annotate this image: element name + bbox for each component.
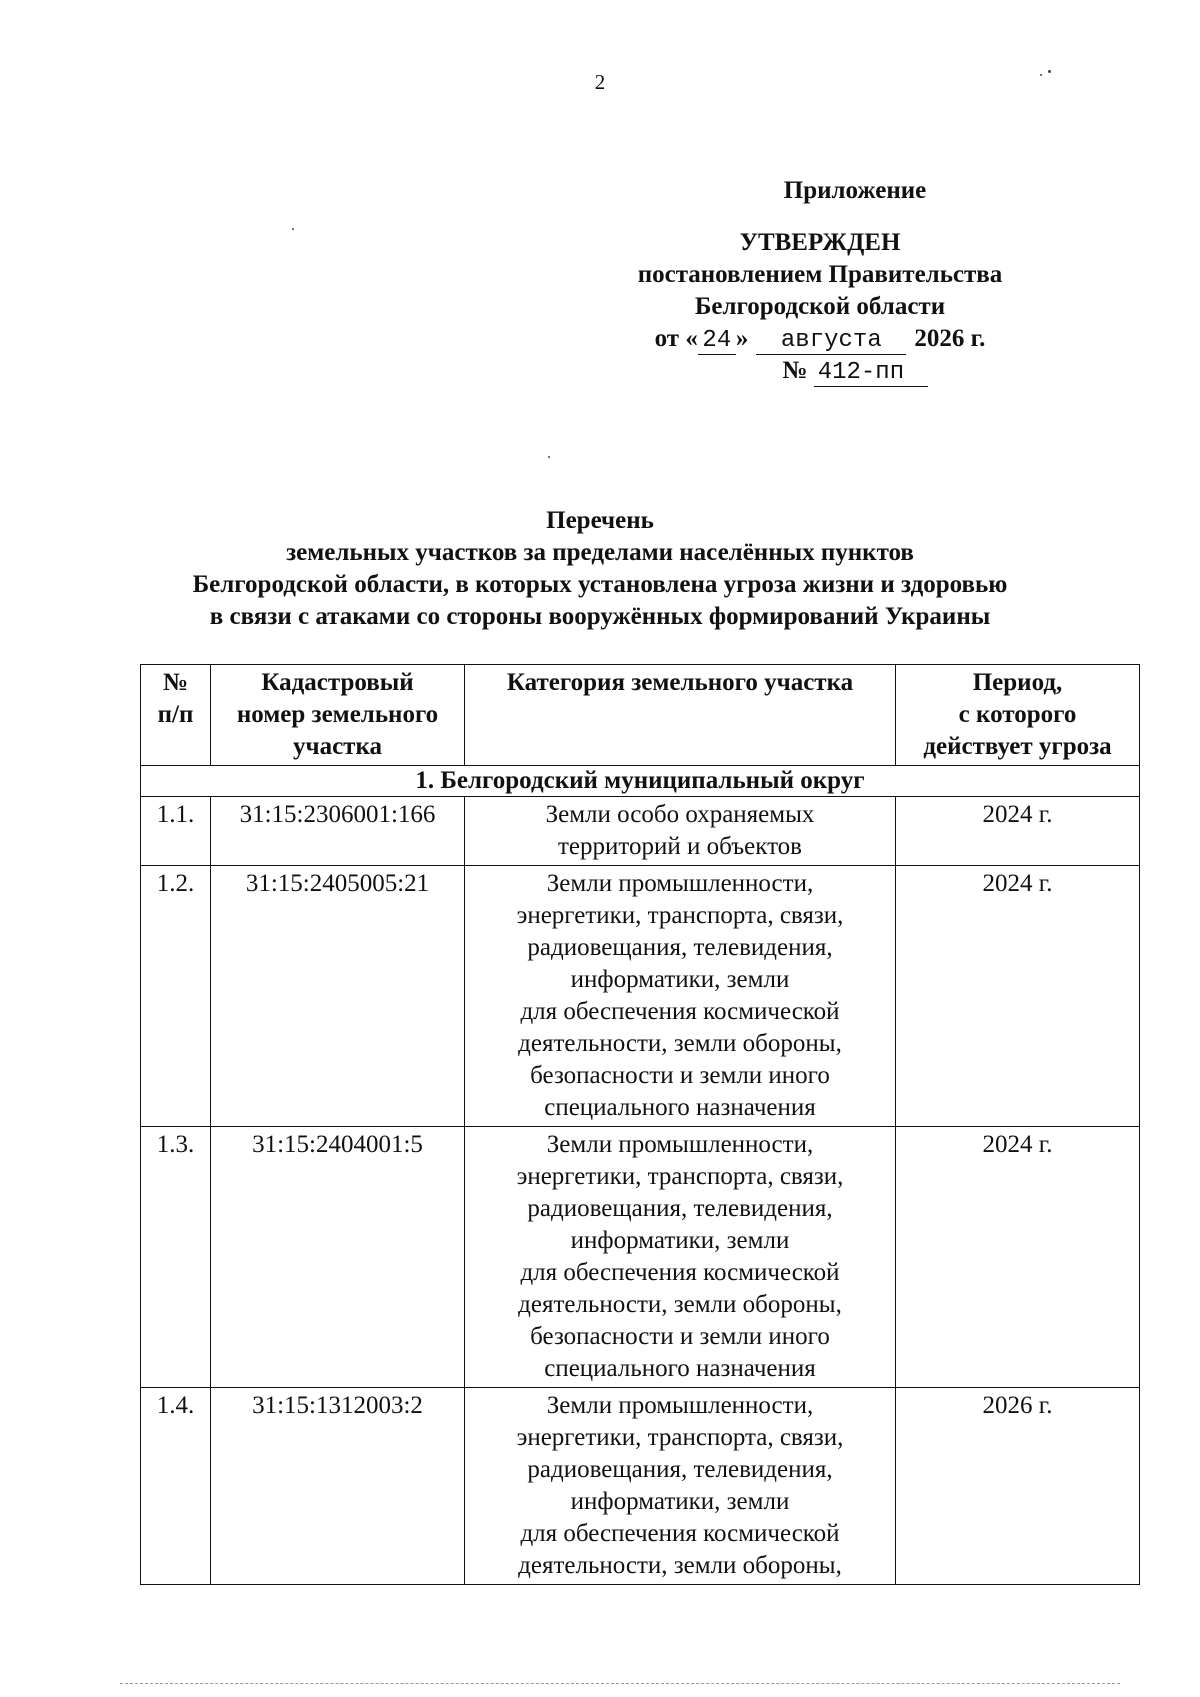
date-day: 24 [698,328,736,355]
page-number: 2 [594,70,606,94]
section-heading: 1. Белгородский муниципальный округ [141,766,1140,797]
land-category-line: территорий и объектов [558,833,802,860]
table-row [141,866,1140,1127]
cadastral-number: 31:15:2404001:5 [211,1127,465,1388]
land-category-line: деятельности, земли обороны, [518,1291,842,1318]
threat-period: 2024 г. [896,797,1140,866]
header-period-line: с которого [958,701,1077,728]
scan-speck [1040,74,1042,76]
row-number: 1.1. [141,797,211,866]
land-category [465,1388,896,1585]
scan-bottom-edge [120,1683,1120,1684]
land-category-line: Земли промышленности, [546,1392,814,1419]
header-cadastral-line: Кадастровый [261,669,414,696]
land-category-line: радиовещания, телевидения, [527,1195,833,1222]
land-category-line: безопасности и земли иного [530,1062,830,1089]
land-category [465,1127,896,1388]
row-number: 1.3. [141,1127,211,1388]
threat-period: 2026 г. [896,1388,1140,1585]
date-year: 2026 г. [914,325,986,352]
land-category-line: энергетики, транспорта, связи, [516,902,844,929]
date-prefix: от « [654,325,698,352]
approved-heading: УТВЕРЖДЕН [739,229,901,256]
table-row [141,1127,1140,1388]
date-month: августа [756,328,906,355]
land-category-line: специального назначения [544,1355,816,1382]
land-category-line: информатики, земли [570,1488,790,1515]
land-category-line: безопасности и земли иного [530,1323,830,1350]
table-row [141,1388,1140,1585]
land-category-line: деятельности, земли обороны, [518,1030,842,1057]
scan-speck [292,228,294,230]
land-category-line: специального назначения [544,1094,816,1121]
header-number-line: п/п [157,701,194,728]
header-period-line: Период, [972,669,1063,696]
land-parcels-table [140,664,1140,1585]
row-number: 1.4. [141,1388,211,1585]
approved-region-line: Белгородской области [694,293,946,320]
header-number-line: № [162,669,189,696]
approval-number-line [680,355,1030,387]
header-cadastral-line: номер земельного [236,701,439,728]
scan-speck [548,456,550,458]
land-category-line: Земли особо охраняемых [545,801,815,828]
scan-speck [1048,70,1051,73]
land-category-line: для обеспечения космической [520,1259,840,1286]
number-prefix: № [782,357,808,384]
header-number [141,665,211,766]
land-category-line: радиовещания, телевидения, [527,1456,833,1483]
land-category-line: энергетики, транспорта, связи, [516,1163,844,1190]
approval-date-line [610,323,1030,355]
land-category-line: энергетики, транспорта, связи, [516,1424,844,1451]
header-category-line: Категория земельного участка [506,669,854,696]
land-category [465,797,896,866]
title-line-1: Перечень [546,507,654,534]
title-line-4: в связи с атаками со стороны вооружённых формирований Украины [209,603,991,630]
land-category [465,866,896,1127]
section-row [141,766,1140,797]
approved-by-line: постановлением Правительства [637,261,1003,288]
land-category-line: информатики, земли [570,1227,790,1254]
land-category-line: для обеспечения космической [520,1520,840,1547]
header-category [465,665,896,766]
resolution-number: 412-пп [814,360,928,387]
cadastral-number: 31:15:1312003:2 [211,1388,465,1585]
land-category-line: информатики, земли [570,966,790,993]
threat-period: 2024 г. [896,866,1140,1127]
approval-block [610,175,1030,387]
table-row [141,797,1140,866]
row-number: 1.2. [141,866,211,1127]
title-line-3: Белгородской области, в которых установлена угроза жизни и здоровью [192,571,1008,598]
header-period-line: действует угроза [923,733,1112,760]
threat-period: 2024 г. [896,1127,1140,1388]
cadastral-number: 31:15:2306001:166 [211,797,465,866]
header-cadastral-line: участка [292,733,382,760]
header-cadastral [211,665,465,766]
land-category-line: радиовещания, телевидения, [527,934,833,961]
land-category-line: деятельности, земли обороны, [518,1552,842,1579]
title-line-2: земельных участков за пределами населённых пунктов [286,539,914,566]
document-title [0,505,1200,633]
date-close-quote: » [735,325,749,352]
land-category-line: для обеспечения космической [520,998,840,1025]
appendix-label: Приложение [783,177,927,204]
cadastral-number: 31:15:2405005:21 [211,866,465,1127]
header-period [896,665,1140,766]
land-category-line: Земли промышленности, [546,870,814,897]
table-header-row [141,665,1140,766]
approval-lines [610,227,1030,387]
land-category-line: Земли промышленности, [546,1131,814,1158]
